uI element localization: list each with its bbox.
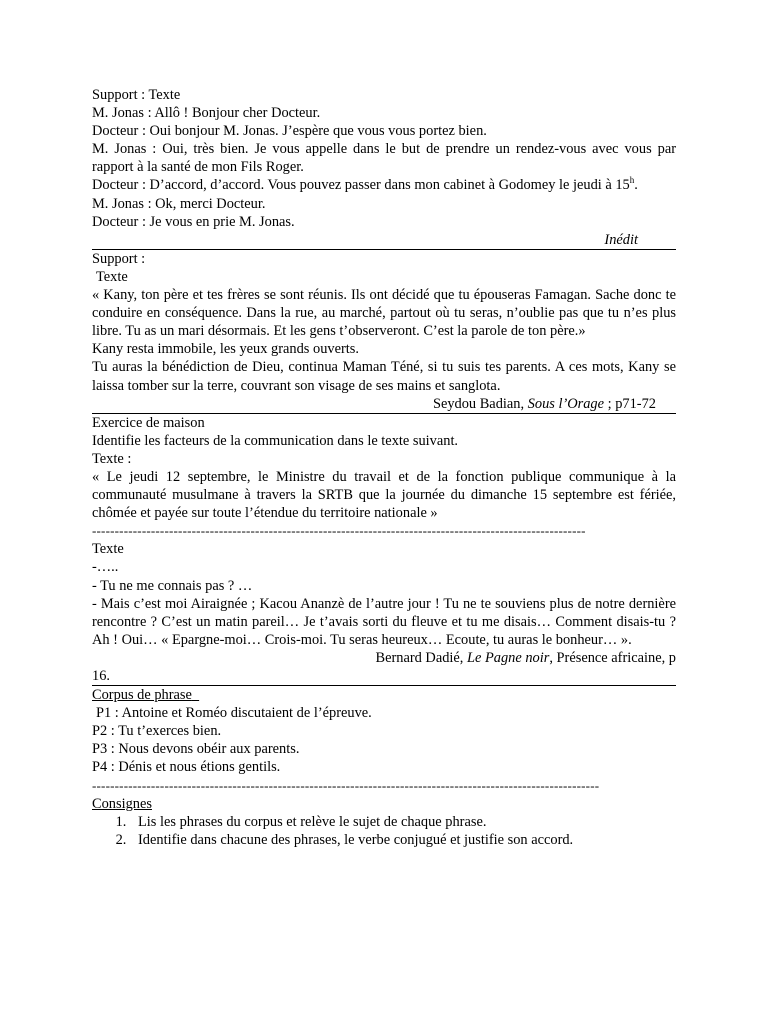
citation-book: Sous l’Orage [527, 395, 605, 412]
sentence-p2: P2 : Tu t’exerces bien. [92, 723, 222, 740]
dashed-separator: ---------------------------------------------------------------------------------------------------------------- [92, 777, 600, 793]
dialogue-line: Docteur : Oui bonjour M. Jonas. J’espère que vous vous portez bien. [92, 123, 487, 140]
paragraph: « Kany, ton père et tes frères se sont réunis. Ils ont décidé que tu épouseras Famagan. Sache donc te conduire en conséquence. Dans la rue, au marché, partout où tu seras, n’oublie pas que tu n’es plus libre. Tu as un mari désormais. Et les gens t’observeront. C’est la parole de ton père.» [92, 287, 676, 340]
instruction-item: 1. Lis les phrases du corpus et relève le sujet de chaque phrase. [130, 813, 676, 831]
section-dadie [92, 540, 676, 686]
support-title: Support : [92, 250, 146, 267]
paragraph: Tu auras la bénédiction de Dieu, continua Maman Téné, si tu suis tes parents. A ces mots, Kany se laissa tomber sur la terre, couvrant son visage de ses mains et sanglota. [92, 359, 676, 394]
dialogue-line: M. Jonas : Ok, merci Docteur. [92, 195, 266, 212]
corpus-title [92, 686, 676, 704]
citation-author: Bernard Dadié, [375, 649, 467, 666]
citation-publisher: , Présence africaine, p [549, 649, 676, 666]
text-title: Texte [92, 541, 124, 558]
corpus-title-text: Corpus de phrase [92, 687, 192, 704]
dialogue-line: - Tu ne me connais pas ? … [92, 577, 253, 594]
paragraph: « Le jeudi 12 septembre, le Ministre du travail et de la fonction publique communique à la communauté musulmane à travers la SRTB que la journée du dimanche 15 septembre est fériée, chômée et payée sur toute l’étendue du territoire nationale » [92, 468, 676, 522]
instructions-list [92, 813, 676, 849]
sentence-p3: P3 : Nous devons obéir aux parents. [92, 741, 300, 758]
superscript-h: h [629, 175, 635, 186]
citation-book: Le Pagne noir [467, 649, 550, 666]
dashed-separator: ------------------------------------------------------------------------------------------------------------- [92, 523, 586, 539]
section-exercise [92, 414, 676, 541]
document-page [92, 86, 676, 849]
section-corpus [92, 686, 676, 795]
section-dialogue [92, 86, 676, 250]
citation [92, 395, 676, 414]
source-line: Inédit [92, 231, 676, 250]
instructions-title: Consignes [92, 795, 152, 812]
exercise-instruction: Identifie les facteurs de la communication dans le texte suivant. [92, 432, 459, 449]
dialogue-line: -….. [92, 559, 119, 576]
text-label: Texte : [92, 450, 132, 467]
paragraph: - Mais c’est moi Airaignée ; Kacou Ananzè de l’autre jour ! Tu ne te souviens plus de notre dernière rencontre ? C’est un matin pareil… Je t’avais sorti du fleuve et tu me disais… Comment disais-tu ? Ah ! Oui… « Epargne-moi… Crois-moi. Tu seras heureux… Ecoute, tu auras le bonheur… ». [92, 595, 676, 648]
sentence-p4: P4 : Dénis et nous étions gentils. [92, 759, 281, 776]
section-instructions [92, 795, 676, 849]
dialogue-line: Docteur : Je vous en prie M. Jonas. [92, 213, 295, 230]
dialogue-line [92, 176, 676, 194]
period: . [634, 177, 638, 194]
sentence-p1: P1 : Antoine et Roméo discutaient de l’épreuve. [96, 705, 372, 722]
instruction-item: 2. Identifie dans chacune des phrases, le verbe conjugué et justifie son accord. [130, 831, 676, 849]
paragraph: Kany resta immobile, les yeux grands ouverts. [92, 341, 359, 358]
section-kany [92, 250, 676, 414]
citation [92, 649, 676, 667]
dialogue-line: M. Jonas : Allô ! Bonjour cher Docteur. [92, 105, 321, 122]
dialogue-text: Docteur : D’accord, d’accord. Vous pouvez passer dans mon cabinet à Godomey le jeudi à 15 [92, 177, 630, 194]
text-subtitle: Texte [96, 268, 128, 285]
support-title: Support : Texte [92, 87, 181, 103]
dialogue-line: M. Jonas : Oui, très bien. Je vous appelle dans le but de prendre un rendez-vous avec vous par rapport à la santé de mon Fils Roger. [92, 141, 676, 176]
citation-page: 16. [92, 667, 676, 686]
citation-pages: ; p71-72 [604, 395, 656, 412]
citation-author: Seydou Badian, [432, 395, 528, 412]
exercise-title: Exercice de maison [92, 414, 205, 431]
